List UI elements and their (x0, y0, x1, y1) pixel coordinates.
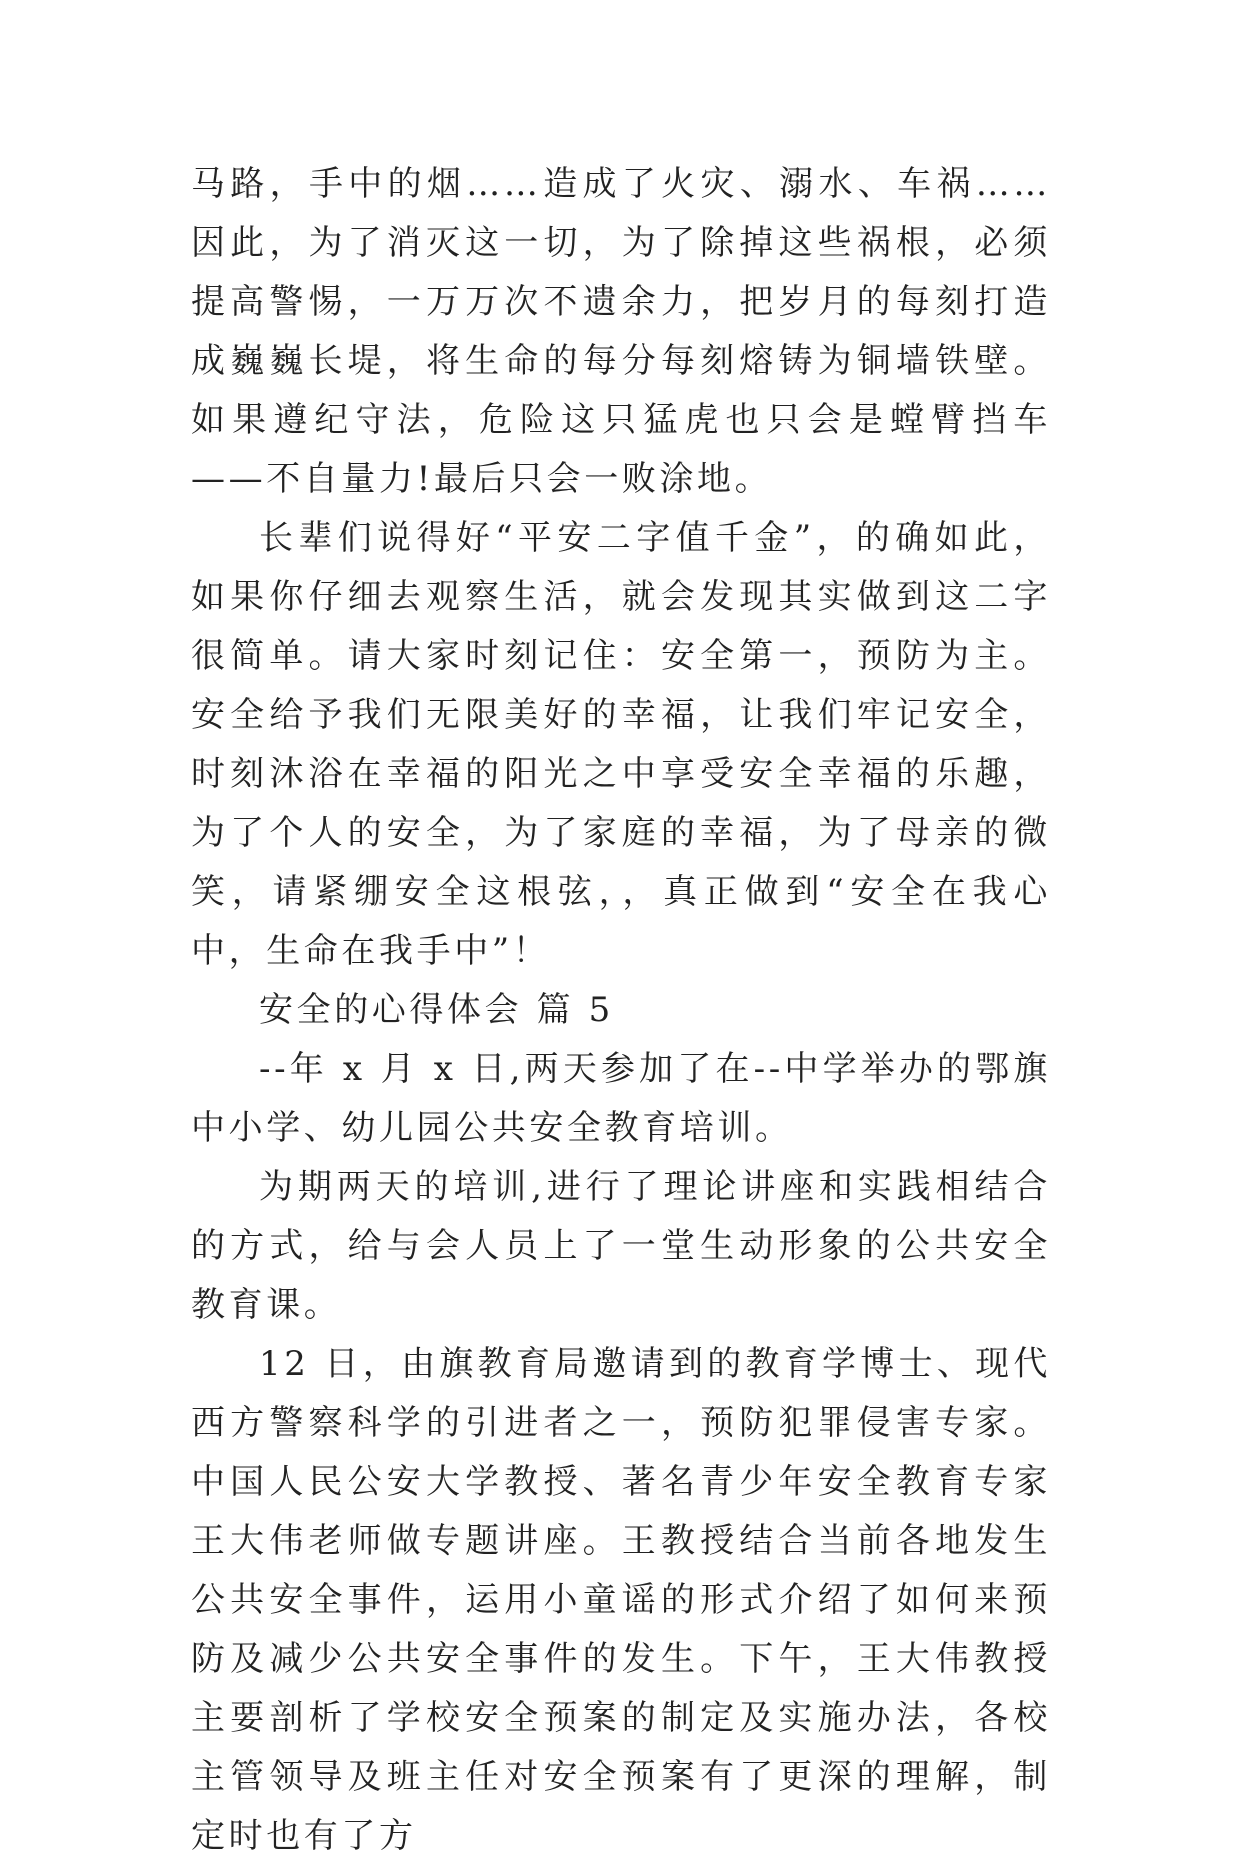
paragraph-3: --年 x 月 x 日,两天参加了在--中学举办的鄂旗中小学、幼儿园公共安全教育培训。 (191, 1049, 1051, 1148)
paragraph-2: 长辈们说得好“平安二字值千金”，的确如此，如果你仔细去观察生活，就会发现其实做到这二字很简单。请大家时刻记住：安全第一，预防为主。安全给予我们无限美好的幸福，让我们牢记安全，时刻沐浴在幸福的阳光之中享受安全幸福的乐趣，为了个人的安全，为了家庭的幸福，为了母亲的微笑，请紧绷安全这根弦，，真正做到“安全在我心中，生命在我手中”！ (191, 518, 1051, 971)
paragraph-5: 12 日，由旗教育局邀请到的教育学博士、现代西方警察科学的引进者之一，预防犯罪侵害专家。中国人民公安大学教授、著名青少年安全教育专家王大伟老师做专题讲座。王教授结合当前各地发生公共安全事件，运用小童谣的形式介绍了如何来预防及减少公共安全事件的发生。下午，王大伟教授主要剖析了学校安全预案的制定及实施办法，各校主管领导及班主任对安全预案有了更深的理解，制定时也有了方 (191, 1344, 1051, 1856)
paragraph-4: 为期两天的培训,进行了理论讲座和实践相结合的方式，给与会人员上了一堂生动形象的公共安全教育课。 (191, 1167, 1051, 1325)
document-page (191, 155, 1051, 1866)
section-heading: 安全的心得体会 篇 5 (259, 990, 614, 1030)
paragraph-1: 马路，手中的烟……造成了火灾、溺水、车祸……因此，为了消灭这一切，为了除掉这些祸根，必须提高警惕，一万万次不遗余力，把岁月的每刻打造成巍巍长堤，将生命的每分每刻熔铸为铜墙铁壁。如果遵纪守法，危险这只猛虎也只会是螳臂挡车——不自量力!最后只会一败涂地。 (191, 164, 1051, 499)
